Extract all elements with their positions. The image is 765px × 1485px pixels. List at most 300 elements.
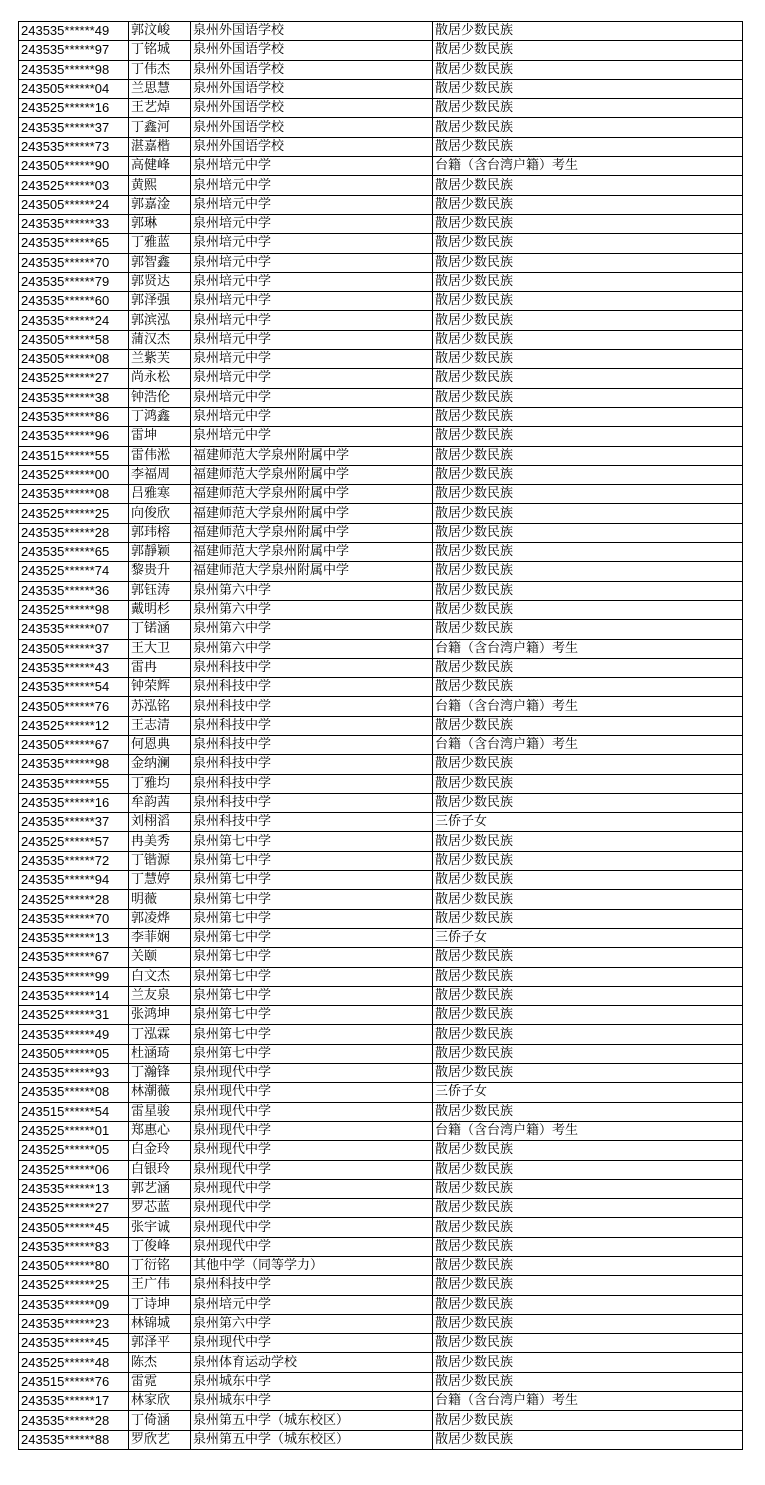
table-row xyxy=(19,716,743,735)
table-row xyxy=(19,369,743,388)
category-cell: 散居少数民族 xyxy=(433,350,743,369)
school-cell: 福建师范大学泉州附属中学 xyxy=(191,446,433,465)
category-cell: 散居少数民族 xyxy=(433,678,743,697)
table-row xyxy=(19,1025,743,1044)
category-cell: 散居少数民族 xyxy=(433,60,743,79)
table-row xyxy=(19,60,743,79)
school-cell: 泉州培元中学 xyxy=(191,234,433,253)
student-name-cell: 兰友泉 xyxy=(129,986,191,1005)
candidate-id-cell: 243535******55 xyxy=(19,774,129,793)
candidate-id-cell: 243525******31 xyxy=(19,1006,129,1025)
table-row xyxy=(19,1121,743,1140)
candidate-id-cell: 243535******96 xyxy=(19,427,129,446)
table-row xyxy=(19,1179,743,1198)
student-name-cell: 兰思慧 xyxy=(129,79,191,98)
candidate-id-cell: 243535******99 xyxy=(19,967,129,986)
category-cell: 散居少数民族 xyxy=(433,137,743,156)
school-cell: 泉州外国语学校 xyxy=(191,41,433,60)
student-name-cell: 郭艺涵 xyxy=(129,1179,191,1198)
category-cell: 散居少数民族 xyxy=(433,1372,743,1391)
student-name-cell: 向俊欣 xyxy=(129,504,191,523)
table-row xyxy=(19,1218,743,1237)
candidate-id-cell: 243525******03 xyxy=(19,176,129,195)
candidate-id-cell: 243535******08 xyxy=(19,485,129,504)
school-cell: 泉州外国语学校 xyxy=(191,99,433,118)
category-cell: 散居少数民族 xyxy=(433,1025,743,1044)
candidate-id-cell: 243535******13 xyxy=(19,928,129,947)
student-name-cell: 冉美秀 xyxy=(129,832,191,851)
school-cell: 泉州现代中学 xyxy=(191,1102,433,1121)
table-row xyxy=(19,1160,743,1179)
school-cell: 泉州第五中学（城东校区） xyxy=(191,1430,433,1449)
candidate-id-cell: 243525******25 xyxy=(19,504,129,523)
candidate-id-cell: 243525******00 xyxy=(19,465,129,484)
table-row xyxy=(19,697,743,716)
candidate-id-cell: 243525******01 xyxy=(19,1121,129,1140)
category-cell: 散居少数民族 xyxy=(433,793,743,812)
candidate-id-cell: 243535******28 xyxy=(19,1411,129,1430)
category-cell: 散居少数民族 xyxy=(433,755,743,774)
category-cell: 散居少数民族 xyxy=(433,1044,743,1063)
school-cell: 泉州科技中学 xyxy=(191,774,433,793)
school-cell: 泉州第七中学 xyxy=(191,909,433,928)
category-cell: 散居少数民族 xyxy=(433,1199,743,1218)
table-row xyxy=(19,1083,743,1102)
category-cell: 散居少数民族 xyxy=(433,832,743,851)
table-row xyxy=(19,909,743,928)
category-cell: 散居少数民族 xyxy=(433,1160,743,1179)
school-cell: 泉州城东中学 xyxy=(191,1372,433,1391)
category-cell: 散居少数民族 xyxy=(433,446,743,465)
student-name-cell: 钟浩伦 xyxy=(129,388,191,407)
student-name-cell: 关颐 xyxy=(129,948,191,967)
category-cell: 散居少数民族 xyxy=(433,967,743,986)
candidate-id-cell: 243505******80 xyxy=(19,1257,129,1276)
student-name-cell: 郭汶峻 xyxy=(129,22,191,41)
category-cell: 散居少数民族 xyxy=(433,195,743,214)
category-cell: 散居少数民族 xyxy=(433,1276,743,1295)
category-cell: 散居少数民族 xyxy=(433,948,743,967)
table-row xyxy=(19,446,743,465)
category-cell: 散居少数民族 xyxy=(433,1141,743,1160)
student-name-cell: 黎贵升 xyxy=(129,562,191,581)
school-cell: 泉州科技中学 xyxy=(191,658,433,677)
school-cell: 泉州第六中学 xyxy=(191,1314,433,1333)
candidate-id-cell: 243535******24 xyxy=(19,311,129,330)
table-row xyxy=(19,890,743,909)
candidate-id-cell: 243505******05 xyxy=(19,1044,129,1063)
table-row xyxy=(19,407,743,426)
candidate-id-cell: 243525******25 xyxy=(19,1276,129,1295)
category-cell: 散居少数民族 xyxy=(433,1237,743,1256)
school-cell: 泉州第七中学 xyxy=(191,928,433,947)
category-cell: 散居少数民族 xyxy=(433,234,743,253)
table-row xyxy=(19,41,743,60)
table-row xyxy=(19,118,743,137)
candidate-id-cell: 243535******98 xyxy=(19,60,129,79)
school-cell: 泉州外国语学校 xyxy=(191,118,433,137)
table-row xyxy=(19,620,743,639)
candidate-id-cell: 243535******98 xyxy=(19,755,129,774)
school-cell: 泉州培元中学 xyxy=(191,214,433,233)
category-cell: 散居少数民族 xyxy=(433,890,743,909)
table-row xyxy=(19,330,743,349)
category-cell: 散居少数民族 xyxy=(433,465,743,484)
student-name-cell: 林锦城 xyxy=(129,1314,191,1333)
school-cell: 泉州培元中学 xyxy=(191,292,433,311)
table-row xyxy=(19,678,743,697)
category-cell: 散居少数民族 xyxy=(433,986,743,1005)
student-name-cell: 丁衍铭 xyxy=(129,1257,191,1276)
school-cell: 泉州科技中学 xyxy=(191,755,433,774)
student-name-cell: 苏泓铭 xyxy=(129,697,191,716)
table-row xyxy=(19,928,743,947)
candidate-id-cell: 243505******24 xyxy=(19,195,129,214)
category-cell: 散居少数民族 xyxy=(433,427,743,446)
school-cell: 福建师范大学泉州附属中学 xyxy=(191,485,433,504)
school-cell: 泉州第七中学 xyxy=(191,1044,433,1063)
school-cell: 泉州现代中学 xyxy=(191,1141,433,1160)
category-cell: 散居少数民族 xyxy=(433,1430,743,1449)
school-cell: 泉州培元中学 xyxy=(191,350,433,369)
school-cell: 泉州第七中学 xyxy=(191,832,433,851)
student-name-cell: 雷星骏 xyxy=(129,1102,191,1121)
category-cell: 散居少数民族 xyxy=(433,1257,743,1276)
category-cell: 台籍（含台湾户籍）考生 xyxy=(433,639,743,658)
category-cell: 散居少数民族 xyxy=(433,99,743,118)
table-row xyxy=(19,1295,743,1314)
table-row xyxy=(19,176,743,195)
category-cell: 台籍（含台湾户籍）考生 xyxy=(433,157,743,176)
school-cell: 福建师范大学泉州附属中学 xyxy=(191,523,433,542)
school-cell: 泉州培元中学 xyxy=(191,176,433,195)
candidate-id-cell: 243535******49 xyxy=(19,22,129,41)
school-cell: 泉州外国语学校 xyxy=(191,60,433,79)
table-row xyxy=(19,1430,743,1449)
table-row xyxy=(19,1064,743,1083)
table-row xyxy=(19,1372,743,1391)
table-row xyxy=(19,1257,743,1276)
candidate-id-cell: 243535******73 xyxy=(19,137,129,156)
category-cell: 散居少数民族 xyxy=(433,851,743,870)
student-name-cell: 丁俊峰 xyxy=(129,1237,191,1256)
candidate-id-cell: 243535******43 xyxy=(19,658,129,677)
candidate-id-cell: 243525******48 xyxy=(19,1353,129,1372)
candidate-id-cell: 243525******05 xyxy=(19,1141,129,1160)
category-cell: 散居少数民族 xyxy=(433,1295,743,1314)
school-cell: 泉州现代中学 xyxy=(191,1199,433,1218)
student-name-cell: 高健峰 xyxy=(129,157,191,176)
table-row xyxy=(19,1353,743,1372)
school-cell: 泉州现代中学 xyxy=(191,1334,433,1353)
category-cell: 散居少数民族 xyxy=(433,523,743,542)
category-cell: 散居少数民族 xyxy=(433,79,743,98)
category-cell: 散居少数民族 xyxy=(433,1006,743,1025)
student-name-cell: 罗芯蓝 xyxy=(129,1199,191,1218)
student-name-cell: 雷坤 xyxy=(129,427,191,446)
student-name-cell: 郭嘉淦 xyxy=(129,195,191,214)
school-cell: 泉州第七中学 xyxy=(191,871,433,890)
student-name-cell: 张宇诚 xyxy=(129,1218,191,1237)
student-name-cell: 白文杰 xyxy=(129,967,191,986)
candidate-id-cell: 243535******45 xyxy=(19,1334,129,1353)
table-row xyxy=(19,1314,743,1333)
category-cell: 散居少数民族 xyxy=(433,658,743,677)
candidate-id-cell: 243535******97 xyxy=(19,41,129,60)
candidate-id-cell: 243525******57 xyxy=(19,832,129,851)
table-row xyxy=(19,214,743,233)
table-row xyxy=(19,504,743,523)
candidate-id-cell: 243525******16 xyxy=(19,99,129,118)
student-name-cell: 兰紫芙 xyxy=(129,350,191,369)
student-name-cell: 杜涵琦 xyxy=(129,1044,191,1063)
table-row xyxy=(19,1044,743,1063)
candidate-id-cell: 243535******72 xyxy=(19,851,129,870)
school-cell: 其他中学（同等学力） xyxy=(191,1257,433,1276)
student-name-cell: 郭靜颖 xyxy=(129,543,191,562)
candidate-id-cell: 243535******17 xyxy=(19,1392,129,1411)
category-cell: 散居少数民族 xyxy=(433,292,743,311)
candidate-id-cell: 243535******09 xyxy=(19,1295,129,1314)
student-name-cell: 黄熙 xyxy=(129,176,191,195)
student-name-cell: 李福周 xyxy=(129,465,191,484)
candidate-id-cell: 243525******27 xyxy=(19,1199,129,1218)
candidate-id-cell: 243535******37 xyxy=(19,118,129,137)
school-cell: 泉州现代中学 xyxy=(191,1160,433,1179)
table-row xyxy=(19,1141,743,1160)
table-row xyxy=(19,157,743,176)
candidate-id-cell: 243535******23 xyxy=(19,1314,129,1333)
student-name-cell: 丁锘涵 xyxy=(129,620,191,639)
candidate-id-cell: 243535******93 xyxy=(19,1064,129,1083)
candidate-id-cell: 243535******13 xyxy=(19,1179,129,1198)
table-row xyxy=(19,1102,743,1121)
category-cell: 散居少数民族 xyxy=(433,485,743,504)
category-cell: 散居少数民族 xyxy=(433,1353,743,1372)
candidate-id-cell: 243535******37 xyxy=(19,813,129,832)
school-cell: 泉州科技中学 xyxy=(191,678,433,697)
table-row xyxy=(19,1006,743,1025)
category-cell: 散居少数民族 xyxy=(433,407,743,426)
student-name-cell: 陈杰 xyxy=(129,1353,191,1372)
roster-table-body xyxy=(19,22,743,1450)
category-cell: 散居少数民族 xyxy=(433,543,743,562)
student-name-cell: 丁慧婷 xyxy=(129,871,191,890)
roster-table xyxy=(18,21,743,1450)
school-cell: 泉州现代中学 xyxy=(191,1083,433,1102)
school-cell: 泉州第七中学 xyxy=(191,986,433,1005)
table-row xyxy=(19,234,743,253)
student-name-cell: 郑惠心 xyxy=(129,1121,191,1140)
table-row xyxy=(19,1411,743,1430)
category-cell: 散居少数民族 xyxy=(433,330,743,349)
school-cell: 泉州第六中学 xyxy=(191,639,433,658)
student-name-cell: 林家欣 xyxy=(129,1392,191,1411)
student-name-cell: 丁倚涵 xyxy=(129,1411,191,1430)
table-row xyxy=(19,774,743,793)
table-row xyxy=(19,562,743,581)
school-cell: 泉州培元中学 xyxy=(191,272,433,291)
candidate-id-cell: 243535******70 xyxy=(19,253,129,272)
school-cell: 泉州科技中学 xyxy=(191,793,433,812)
student-name-cell: 郭凌烨 xyxy=(129,909,191,928)
table-row xyxy=(19,465,743,484)
table-row xyxy=(19,137,743,156)
candidate-id-cell: 243505******04 xyxy=(19,79,129,98)
school-cell: 泉州培元中学 xyxy=(191,195,433,214)
student-name-cell: 王大卫 xyxy=(129,639,191,658)
category-cell: 三侨子女 xyxy=(433,928,743,947)
student-name-cell: 何恩典 xyxy=(129,735,191,754)
candidate-id-cell: 243535******49 xyxy=(19,1025,129,1044)
student-name-cell: 郭贤达 xyxy=(129,272,191,291)
category-cell: 散居少数民族 xyxy=(433,253,743,272)
student-name-cell: 牟韵茜 xyxy=(129,793,191,812)
candidate-id-cell: 243535******28 xyxy=(19,523,129,542)
candidate-id-cell: 243505******76 xyxy=(19,697,129,716)
category-cell: 散居少数民族 xyxy=(433,118,743,137)
table-row xyxy=(19,967,743,986)
school-cell: 福建师范大学泉州附属中学 xyxy=(191,543,433,562)
candidate-id-cell: 243525******28 xyxy=(19,890,129,909)
school-cell: 泉州科技中学 xyxy=(191,1276,433,1295)
roster-table-container xyxy=(18,21,743,1450)
student-name-cell: 罗欣艺 xyxy=(129,1430,191,1449)
candidate-id-cell: 243535******94 xyxy=(19,871,129,890)
student-name-cell: 吕雅寒 xyxy=(129,485,191,504)
student-name-cell: 丁锴源 xyxy=(129,851,191,870)
category-cell: 散居少数民族 xyxy=(433,909,743,928)
category-cell: 散居少数民族 xyxy=(433,581,743,600)
school-cell: 泉州培元中学 xyxy=(191,369,433,388)
table-row xyxy=(19,1237,743,1256)
student-name-cell: 雷霓 xyxy=(129,1372,191,1391)
candidate-id-cell: 243535******36 xyxy=(19,581,129,600)
student-name-cell: 张鸿坤 xyxy=(129,1006,191,1025)
category-cell: 散居少数民族 xyxy=(433,1218,743,1237)
school-cell: 泉州外国语学校 xyxy=(191,79,433,98)
student-name-cell: 郭玮榕 xyxy=(129,523,191,542)
candidate-id-cell: 243535******65 xyxy=(19,234,129,253)
school-cell: 泉州培元中学 xyxy=(191,311,433,330)
table-row xyxy=(19,1392,743,1411)
candidate-id-cell: 243535******14 xyxy=(19,986,129,1005)
category-cell: 台籍（含台湾户籍）考生 xyxy=(433,1392,743,1411)
category-cell: 散居少数民族 xyxy=(433,311,743,330)
student-name-cell: 丁雅均 xyxy=(129,774,191,793)
school-cell: 泉州城东中学 xyxy=(191,1392,433,1411)
category-cell: 散居少数民族 xyxy=(433,369,743,388)
category-cell: 散居少数民族 xyxy=(433,176,743,195)
candidate-id-cell: 243535******16 xyxy=(19,793,129,812)
category-cell: 散居少数民族 xyxy=(433,1334,743,1353)
student-name-cell: 王广伟 xyxy=(129,1276,191,1295)
candidate-id-cell: 243525******74 xyxy=(19,562,129,581)
table-row xyxy=(19,427,743,446)
category-cell: 散居少数民族 xyxy=(433,1064,743,1083)
student-name-cell: 郭滨泓 xyxy=(129,311,191,330)
student-name-cell: 丁雅蓝 xyxy=(129,234,191,253)
school-cell: 泉州培元中学 xyxy=(191,407,433,426)
student-name-cell: 李菲娴 xyxy=(129,928,191,947)
student-name-cell: 明薇 xyxy=(129,890,191,909)
school-cell: 泉州现代中学 xyxy=(191,1218,433,1237)
candidate-id-cell: 243535******60 xyxy=(19,292,129,311)
student-name-cell: 白银玲 xyxy=(129,1160,191,1179)
school-cell: 泉州体育运动学校 xyxy=(191,1353,433,1372)
table-row xyxy=(19,543,743,562)
candidate-id-cell: 243535******70 xyxy=(19,909,129,928)
candidate-id-cell: 243505******08 xyxy=(19,350,129,369)
school-cell: 泉州第七中学 xyxy=(191,1025,433,1044)
school-cell: 泉州第七中学 xyxy=(191,890,433,909)
category-cell: 散居少数民族 xyxy=(433,620,743,639)
school-cell: 泉州培元中学 xyxy=(191,427,433,446)
category-cell: 散居少数民族 xyxy=(433,1314,743,1333)
student-name-cell: 刘栩滔 xyxy=(129,813,191,832)
table-row xyxy=(19,851,743,870)
category-cell: 散居少数民族 xyxy=(433,41,743,60)
category-cell: 散居少数民族 xyxy=(433,600,743,619)
candidate-id-cell: 243505******37 xyxy=(19,639,129,658)
table-row xyxy=(19,793,743,812)
category-cell: 散居少数民族 xyxy=(433,22,743,41)
school-cell: 泉州现代中学 xyxy=(191,1237,433,1256)
table-row xyxy=(19,1199,743,1218)
school-cell: 泉州外国语学校 xyxy=(191,22,433,41)
category-cell: 散居少数民族 xyxy=(433,716,743,735)
student-name-cell: 王艺焯 xyxy=(129,99,191,118)
school-cell: 泉州外国语学校 xyxy=(191,137,433,156)
category-cell: 散居少数民族 xyxy=(433,214,743,233)
table-row xyxy=(19,600,743,619)
table-row xyxy=(19,948,743,967)
table-row xyxy=(19,272,743,291)
student-name-cell: 丁铭城 xyxy=(129,41,191,60)
candidate-id-cell: 243505******58 xyxy=(19,330,129,349)
school-cell: 泉州第七中学 xyxy=(191,851,433,870)
category-cell: 散居少数民族 xyxy=(433,388,743,407)
school-cell: 泉州培元中学 xyxy=(191,388,433,407)
student-name-cell: 雷冉 xyxy=(129,658,191,677)
school-cell: 泉州第六中学 xyxy=(191,581,433,600)
candidate-id-cell: 243535******86 xyxy=(19,407,129,426)
school-cell: 福建师范大学泉州附属中学 xyxy=(191,465,433,484)
school-cell: 福建师范大学泉州附属中学 xyxy=(191,562,433,581)
category-cell: 散居少数民族 xyxy=(433,1102,743,1121)
student-name-cell: 戴明杉 xyxy=(129,600,191,619)
category-cell: 台籍（含台湾户籍）考生 xyxy=(433,1121,743,1140)
table-row xyxy=(19,735,743,754)
school-cell: 泉州科技中学 xyxy=(191,813,433,832)
table-row xyxy=(19,22,743,41)
candidate-id-cell: 243535******79 xyxy=(19,272,129,291)
category-cell: 散居少数民族 xyxy=(433,1411,743,1430)
student-name-cell: 丁瀚锋 xyxy=(129,1064,191,1083)
table-row xyxy=(19,485,743,504)
table-row xyxy=(19,658,743,677)
school-cell: 泉州现代中学 xyxy=(191,1064,433,1083)
student-name-cell: 白金玲 xyxy=(129,1141,191,1160)
table-row xyxy=(19,79,743,98)
student-name-cell: 王志清 xyxy=(129,716,191,735)
candidate-id-cell: 243535******33 xyxy=(19,214,129,233)
school-cell: 泉州第七中学 xyxy=(191,1006,433,1025)
school-cell: 泉州培元中学 xyxy=(191,253,433,272)
school-cell: 泉州第六中学 xyxy=(191,600,433,619)
table-row xyxy=(19,639,743,658)
student-name-cell: 林潮薇 xyxy=(129,1083,191,1102)
